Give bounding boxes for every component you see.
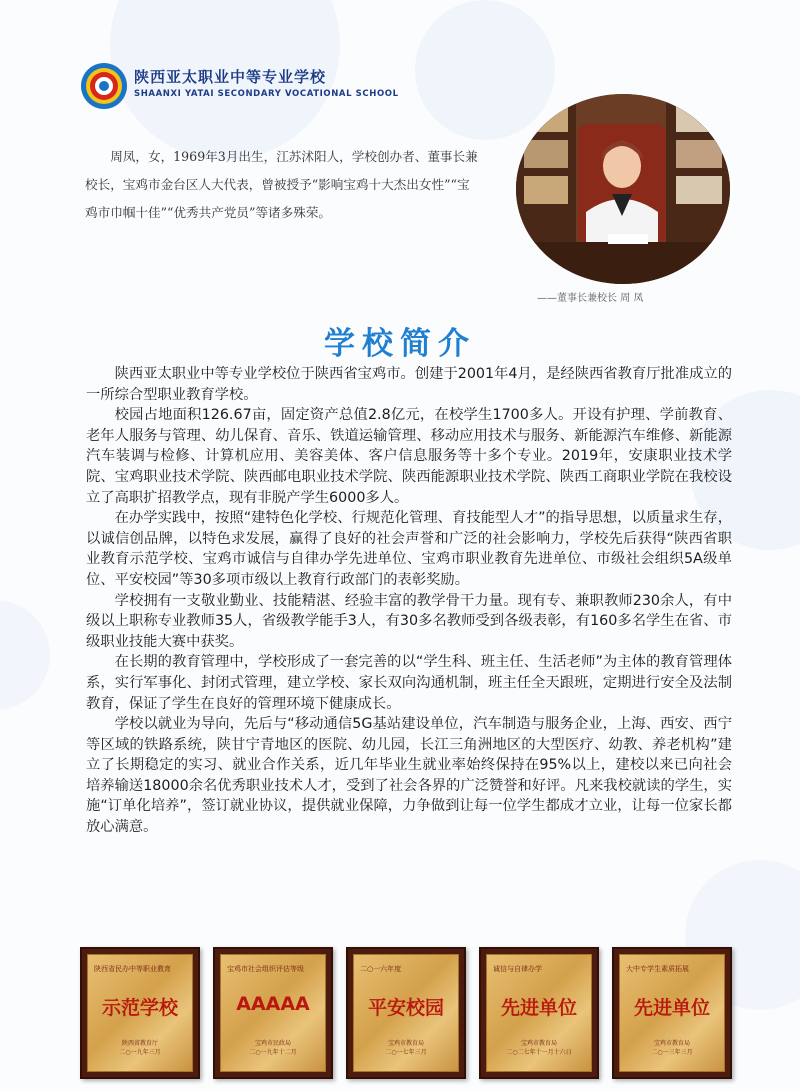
school-name-english: SHAANXI YATAI SECONDARY VOCATIONAL SCHOOL	[134, 89, 399, 99]
plaque-issuer: 陕西省教育厅 二○一九年三月	[119, 1040, 161, 1056]
plaque-title: 平安校园	[367, 997, 444, 1019]
plaque-header: 宝鸡市社会组织评估等级	[227, 965, 304, 973]
intro-paragraph: 在办学实践中，按照“建特色化学校、行规范化管理、育技能型人才”的指导思想，以质量求生存，以诚信创品牌，以特色求发展，赢得了良好的社会声誉和广泛的社会影响力，学校先后获得“陕西省职业教育示范学校、宝鸡市诚信与自律办学先进单位、宝鸡市职业教育先进单位、市级社会组织5A级单位、平安校园”等30多项市级以上教育行政部门的表彰奖励。	[86, 510, 732, 588]
award-plaque	[346, 947, 466, 1079]
award-plaque	[612, 947, 732, 1079]
plaque-header: 大中专学生素质拓展	[626, 965, 689, 973]
award-plaques	[80, 947, 735, 1079]
section-title: 学校简介	[324, 326, 476, 362]
plaque-header: 二○一六年度	[360, 965, 402, 973]
plaque-issuer: 宝鸡市教育局 二○二七年十一月十六日	[506, 1040, 572, 1056]
intro-paragraph: 在长期的教育管理中，学校形成了一套完善的以“学生科、班主任、生活老师”为主体的教育管理体系，实行军事化、封闭式管理，建立学校、家长双向沟通机制，班主任全天跟班，定期进行安全及法制教育，保证了学生在良好的管理环境下健康成长。	[86, 654, 732, 712]
principal-portrait	[516, 94, 730, 284]
plaque-title: 示范学校	[101, 997, 178, 1019]
school-introduction	[86, 364, 732, 838]
principal-portrait-icon	[516, 94, 730, 284]
award-plaque	[479, 947, 599, 1079]
school-name: 陕西亚太职业中等专业学校	[134, 68, 327, 86]
plaque-title: 先进单位	[633, 997, 710, 1019]
plaque-issuer: 宝鸡市民政局 二○一九年十二月	[249, 1040, 297, 1056]
principal-intro: 周凤，女，1969年3月出生，江苏沭阳人，学校创办者、董事长兼校长，宝鸡市金台区人大代表，曾被授予“影响宝鸡十大杰出女性”“宝鸡市巾帼十佳”“优秀共产党员”等诸多殊荣。	[85, 149, 478, 220]
intro-paragraph: 学校拥有一支敬业勤业、技能精湛、经验丰富的教学骨干力量。现有专、兼职教师230余人，有中级以上职称专业教师35人，省级教学能手3人，有30多名教师受到各级表彰，有160多名学生在省、市级职业技能大赛中获奖。	[86, 592, 732, 650]
intro-paragraph: 学校以就业为导向，先后与“移动通信5G基站建设单位，汽车制造与服务企业，上海、西安、西宁等区域的铁路系统，陕甘宁青地区的医院、幼儿园，长江三角洲地区的大型医疗、幼教、养老机构”建立了长期稳定的实习、就业合作关系，近几年毕业生就业率始终保持在95%以上，建校以来已向社会培养输送18000余名优秀职业技术人才，受到了社会各界的广泛赞誉和好评。凡来我校就读的学生，实施“订单化培养”，签订就业协议，提供就业保障，力争做到让每一位学生都成才立业，让每一位家长都放心满意。	[86, 716, 732, 836]
intro-paragraph: 校园占地面积126.67亩，固定资产总值2.8亿元，在校学生1700多人。开设有护理、学前教育、老年人服务与管理、幼儿保育、音乐、铁道运输管理、移动应用技术与服务、新能源汽车维修、新能源汽车装调与检修、计算机应用、美容美体、客户信息服务等十多个专业。2019年，安康职业技术学院、宝鸡职业技术学院、陕西邮电职业技术学院、陕西能源职业技术学院、陕西工商职业学院在我校设立了高职扩招教学点，现有非脱产学生6000多人。	[86, 407, 732, 506]
plaque-title: AAAAA	[236, 993, 310, 1015]
decor-bubble	[415, 0, 555, 140]
school-emblem-icon	[80, 62, 128, 110]
portrait-caption: ——董事长兼校长 周 凤	[537, 293, 644, 304]
award-plaque	[80, 947, 200, 1079]
plaque-header: 诚信与自律办学	[493, 965, 542, 973]
award-plaque	[213, 947, 333, 1079]
intro-paragraph: 陕西亚太职业中等专业学校位于陕西省宝鸡市。创建于2001年4月，是经陕西省教育厅批准成立的一所综合型职业教育学校。	[86, 366, 732, 403]
plaque-issuer: 宝鸡市教育局 二○一三年三月	[651, 1040, 693, 1056]
plaque-header: 陕西省民办中等职业教育	[94, 965, 171, 973]
plaque-issuer: 宝鸡市教育局 二○一七年三月	[385, 1040, 427, 1056]
plaque-title: 先进单位	[500, 997, 577, 1019]
decor-bubble	[0, 600, 50, 710]
